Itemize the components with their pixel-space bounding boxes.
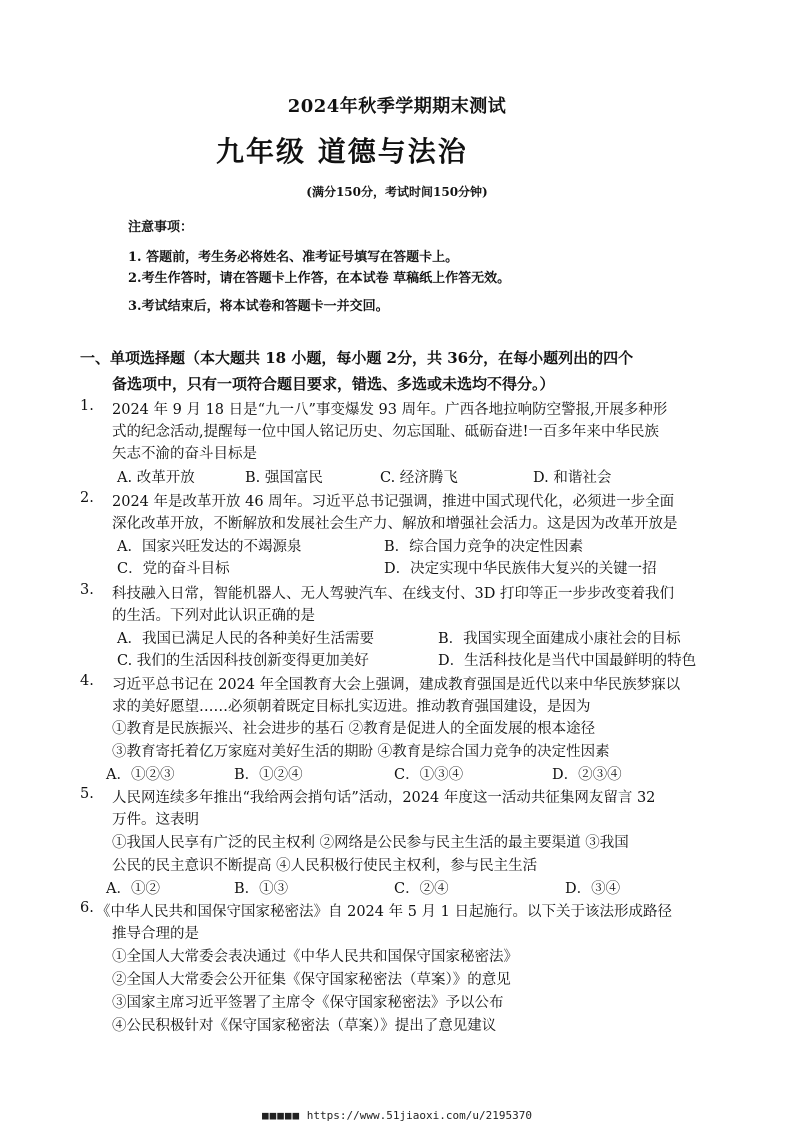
question-text: 深化改革开放，不断解放和发展社会生产力、解放和增强社会活力。这是因为改革开放是 xyxy=(112,516,678,532)
question-number: 5. xyxy=(80,786,94,802)
option-a: A．国家兴旺发达的不竭源泉 xyxy=(117,539,302,555)
question-text: 《中华人民共和国保守国家秘密法》自 2024 年 5 月 1 日起施行。以下关于该法形成路径 xyxy=(96,904,673,920)
option-c: C．②④ xyxy=(394,881,449,897)
option-d: D．生活科技化是当代中国最鲜明的特色 xyxy=(438,653,697,669)
notes-heading: 注意事项： xyxy=(128,220,194,235)
statement-line: ③教育寄托着亿万家庭对美好生活的期盼 ④教育是综合国力竞争的决定性因素 xyxy=(112,744,610,760)
note-item: 3.考试结束后，将本试卷和答题卡一并交回。 xyxy=(128,299,389,314)
question-text: 习近平总书记在 2024 年全国教育大会上强调，建成教育强国是近代以来中华民族梦寐以 xyxy=(112,677,681,693)
statement-line: ③国家主席习近平签署了主席令《保守国家秘密法》予以公布 xyxy=(112,995,504,1011)
statement-line: ①全国人大常委会表决通过《中华人民共和国保守国家秘密法》 xyxy=(112,949,518,965)
option-d: D. 和谐社会 xyxy=(533,470,612,486)
question-text: 万件。这表明 xyxy=(112,812,199,828)
option-a: A．①②③ xyxy=(106,767,175,783)
note-item: 1. 答题前，考生务必将姓名、准考证号填写在答题卡上。 xyxy=(128,250,459,265)
question-text: 式的纪念活动,提醒每一位中国人铭记历史、勿忘国耻、砥砺奋进!一百多年来中华民族 xyxy=(112,424,659,440)
footer-url[interactable]: https://www.51jiaoxi.com/u/2195370 xyxy=(306,1109,532,1122)
question-text: 2024 年 9 月 18 日是“九一八”事变爆发 93 周年。广西各地拉响防空警报,开展多种形 xyxy=(112,402,668,418)
footer-logo: ■■■■■ xyxy=(262,1109,301,1122)
question-number: 4. xyxy=(80,673,94,689)
exam-title: 2024年秋季学期期末测试 xyxy=(287,96,507,117)
section-heading: 一、单项选择题（本大题共 18 小题，每小题 2分，共 36分，在每小题列出的四个 xyxy=(80,349,634,367)
option-d: D．决定实现中华民族伟大复兴的关键一招 xyxy=(384,561,657,577)
option-b: B．我国实现全面建成小康社会的目标 xyxy=(438,631,681,647)
question-text: 科技融入日常，智能机器人、无人驾驶汽车、在线支付、3D 打印等正一步步改变着我们 xyxy=(112,586,674,602)
option-a: A．①② xyxy=(106,881,160,897)
question-text: 人民网连续多年推出“我给两会捎句话”活动，2024 年度这一活动共征集网友留言 32 xyxy=(112,790,656,806)
statement-line: ①我国人民享有广泛的民主权利 ②网络是公民参与民主生活的最主要渠道 ③我国 xyxy=(112,835,629,851)
section-heading-cont: 备选项中，只有一项符合题目要求，错选、多选或未选均不得分。） xyxy=(112,375,555,393)
statement-line: ④公民积极针对《保守国家秘密法（草案）》提出了意见建议 xyxy=(112,1018,497,1034)
statement-line: 公民的民主意识不断提高 ④人民积极行使民主权利，参与民主生活 xyxy=(112,858,538,874)
option-c: C. 我们的生活因科技创新变得更加美好 xyxy=(117,653,369,669)
statement-line: ①教育是民族振兴、社会进步的基石 ②教育是促进人的全面发展的根本途径 xyxy=(112,721,596,737)
option-d: D．③④ xyxy=(565,881,621,897)
question-number: 1. xyxy=(80,398,94,414)
question-number: 2. xyxy=(80,490,94,506)
statement-line: ②全国人大常委会公开征集《保守国家秘密法（草案）》的意见 xyxy=(112,972,511,988)
option-b: B．综合国力竞争的决定性因素 xyxy=(384,539,584,555)
question-text: 求的美好愿望……必须朝着既定目标扎实迈进。推动教育强国建设，是因为 xyxy=(112,699,591,715)
exam-subject-title: 九年级 道德与法治 xyxy=(216,135,468,168)
option-b: B．①②④ xyxy=(234,767,303,783)
exam-score-time: (满分150分，考试时间150分钟) xyxy=(306,185,488,199)
question-text: 矢志不渝的奋斗目标是 xyxy=(112,446,257,462)
option-b: B．①③ xyxy=(234,881,289,897)
footer-watermark xyxy=(0,1109,794,1122)
option-d: D．②③④ xyxy=(552,767,622,783)
option-b: B. 强国富民 xyxy=(245,470,323,486)
question-text: 推导合理的是 xyxy=(112,926,199,942)
option-a: A．我国已满足人民的各种美好生活需要 xyxy=(117,631,374,647)
option-c: C．党的奋斗目标 xyxy=(117,561,230,577)
option-c: C．①③④ xyxy=(394,767,464,783)
question-number: 6. xyxy=(80,900,94,916)
question-text: 的生活。下列对此认识正确的是 xyxy=(112,608,315,624)
question-text: 2024 年是改革开放 46 周年。习近平总书记强调，推进中国式现代化，必须进一步全面 xyxy=(112,494,675,510)
option-a: A. 改革开放 xyxy=(117,470,195,486)
option-c: C. 经济腾飞 xyxy=(380,470,458,486)
note-item: 2.考生作答时，请在答题卡上作答，在本试卷 草稿纸上作答无效。 xyxy=(128,271,511,286)
question-number: 3. xyxy=(80,582,94,598)
